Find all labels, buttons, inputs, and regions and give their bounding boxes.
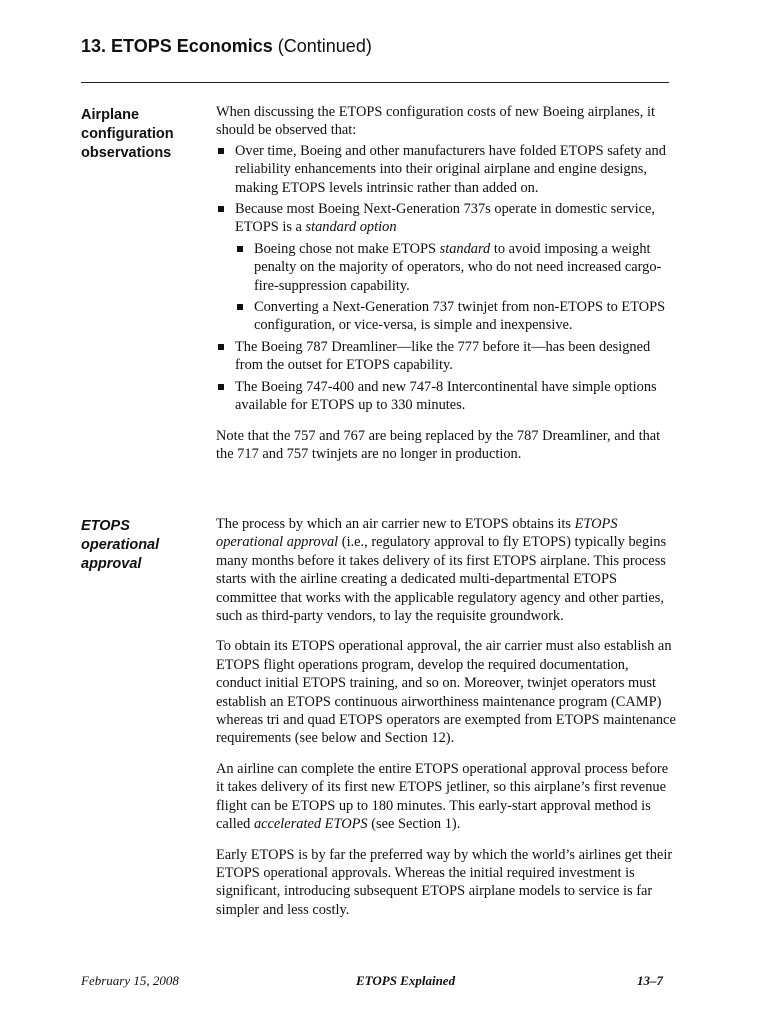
note-paragraph: Note that the 757 and 767 are being replaced by the 787 Dreamliner, and that the 717 and 757 twinjets are no longer in production.	[216, 427, 661, 462]
list-item: Over time, Boeing and other manufacturers have folded ETOPS safety and reliability enhancements into their original airplane and engine designs, making ETOPS levels intrinsic rather than added on.	[216, 142, 676, 197]
side-heading-line: ETOPS	[81, 518, 130, 534]
paragraph-text: An airline can complete the entire ETOPS operational approval process before it takes delivery of its first new ETOPS jetliner, so this airplane’s first revenue flight can be ETOPS up to 180 minutes. This early-start approval method is called	[216, 760, 669, 833]
sub-list-item: Converting a Next-Generation 737 twinjet from non-ETOPS to ETOPS configuration, or vice-versa, is simple and inexpensive.	[235, 298, 676, 335]
side-heading-line: operational	[81, 537, 160, 553]
side-heading-line: approval	[81, 556, 142, 572]
section-airplane-configuration	[216, 103, 676, 475]
side-heading-airplane-configuration	[81, 106, 206, 163]
sub-list-item	[235, 240, 676, 295]
paragraph	[216, 760, 676, 834]
paragraph	[216, 515, 676, 625]
paragraph: To obtain its ETOPS operational approval, the air carrier must also establish an ETOPS flight operations program, develop the required documentation, conduct initial ETOPS training, and so on. Moreover, twinjet operators must establish an ETOPS continuous airworthiness maintenance program (CAMP) whereas tri and quad ETOPS operators are exempted from ETOPS maintenance requirements (see below and Section 12).	[216, 638, 676, 747]
list-item-text: Because most Boeing Next-Generation 737s operate in domestic service, ETOPS is a	[235, 201, 655, 236]
footer-title: ETOPS Explained	[356, 973, 456, 988]
side-heading-etops-approval	[81, 517, 206, 574]
continued-label: (Continued)	[277, 36, 372, 56]
header-rule	[81, 82, 669, 83]
paragraph-text: (see Section 1).	[367, 816, 461, 833]
side-heading-line: observations	[81, 145, 172, 161]
list-item-text: Boeing chose not make ETOPS	[254, 240, 440, 257]
side-heading-line: configuration	[81, 126, 174, 142]
paragraph-text: The process by which an air carrier new to ETOPS obtains its	[216, 516, 575, 532]
section-title: 13. ETOPS Economics	[81, 36, 273, 56]
section-etops-approval	[216, 515, 676, 931]
list-item-text: to avoid imposing a weight penalty on the majority of operators, who do not need increased cargo-fire-suppression capability.	[254, 240, 662, 294]
intro-paragraph: When discussing the ETOPS configuration costs of new Boeing airplanes, it should be observed that:	[216, 104, 655, 139]
emphasis: standard option	[305, 219, 397, 236]
emphasis: ETOPS operational approval	[216, 516, 618, 551]
footer-page-number: 13–7	[637, 973, 663, 988]
list-item	[216, 200, 676, 335]
paragraph-text: (i.e., regulatory approval to fly ETOPS) typically begins many months before it takes delivery of its first ETOPS airplane. This process starts with the airline creating a dedicated multi-departmental ETOPS committee that works with the applicable regulatory agency and other parties, such as third-party vendors, to lay the requisite groundwork.	[216, 534, 667, 625]
footer-date: February 15, 2008	[81, 973, 179, 988]
emphasis: accelerated ETOPS	[253, 816, 368, 833]
page-header	[81, 36, 372, 57]
emphasis: standard	[439, 240, 491, 257]
sub-list	[235, 240, 676, 335]
list-item: The Boeing 787 Dreamliner—like the 777 before it—has been designed from the outset for ETOPS capability.	[216, 338, 676, 375]
side-heading-line: Airplane	[81, 107, 140, 123]
list-item: The Boeing 747-400 and new 747-8 Intercontinental have simple options available for ETOPS up to 330 minutes.	[216, 378, 676, 415]
observations-list	[216, 142, 676, 415]
paragraph: Early ETOPS is by far the preferred way by which the world’s airlines get their ETOPS operational approvals. Whereas the initial required investment is significant, introducing subsequent ETOPS airplane models to service is far simpler and less costly.	[216, 846, 673, 918]
